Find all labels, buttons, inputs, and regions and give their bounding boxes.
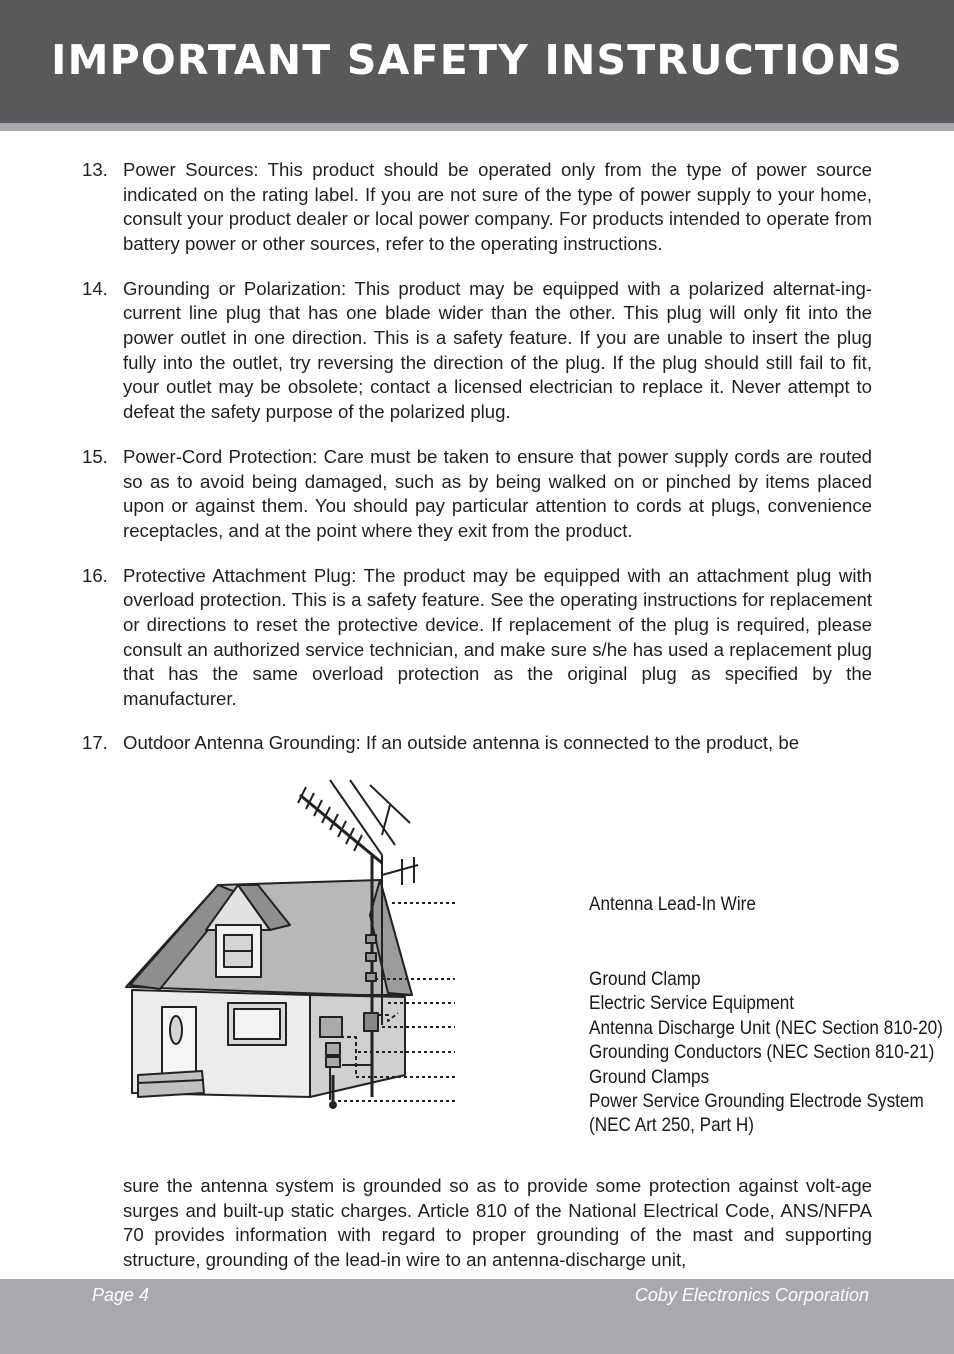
item-text: Outdoor Antenna Grounding: If an outside antenna is connected to the product, be	[123, 732, 800, 753]
page-header	[0, 0, 954, 123]
item-text: Protective Attachment Plug: The product may be equipped with an attachment plug with overload protection. This is a safety feature. See the operating instructions for replacement or directions to reset the protective device. If replacement of the plug is required, please consult an authorized service technician, and make sure s/he has used a replacement plug that has the same overload protection as the original plug as specified by the manufacturer.	[123, 564, 872, 709]
list-item	[0, 564, 872, 712]
label-ground-clamps: Ground Clamps	[589, 1066, 710, 1088]
list-item	[0, 445, 872, 543]
page-title: IMPORTANT SAFETY INSTRUCTIONS	[51, 36, 903, 84]
page-number: Page 4	[92, 1285, 150, 1305]
label-antenna-discharge-unit: Antenna Discharge Unit (NEC Section 810-20)	[589, 1017, 943, 1039]
item-number: 15.	[82, 445, 108, 467]
page-footer	[0, 1279, 954, 1354]
item-number: 17.	[82, 732, 108, 753]
item-number: 14.	[82, 277, 108, 299]
item-text: Power Sources: This product should be operated only from the type of power source indicated on the rating label. If you are not sure of the type of power supply to your home, consult your product dealer or local power company. For products intended to operate from battery power or other sources, refer to the operating instructions.	[123, 159, 872, 254]
list-item	[0, 158, 872, 256]
item-text: Grounding or Polarization: This product may be equipped with a polarized alternat-ing-current line plug that has one blade wider than the other. This plug will only fit into the power outlet in one direction. This is a safety feature. If you are unable to insert the plug fully into the outlet, try reversing the direction of the plug. If the plug should still fail to fit, your outlet may be obsolete; contact a licensed electrician to replace it. Never attempt to defeat the safety purpose of the polarized plug.	[123, 277, 872, 422]
list-item	[0, 277, 872, 425]
item-number: 16.	[82, 564, 108, 586]
antenna-grounding-figure	[120, 775, 943, 1145]
item-text: Power-Cord Protection: Care must be taken to ensure that power supply cords are routed so as to avoid being damaged, such as by being walked on or pinched by items placed upon or against them. You should pay particular attention to cords at plugs, convenience receptacles, and at the point where they exit from the product.	[123, 445, 872, 541]
label-antenna-lead-in-wire: Antenna Lead-In Wire	[589, 893, 756, 915]
label-electrode-system-ref: (NEC Art 250, Part H)	[589, 1114, 754, 1136]
item-number: 13.	[82, 159, 108, 180]
label-ground-clamp: Ground Clamp	[589, 968, 701, 990]
label-electrode-system: Power Service Grounding Electrode System	[589, 1090, 924, 1112]
label-grounding-conductors: Grounding Conductors (NEC Section 810-21)	[589, 1041, 935, 1063]
label-electric-service-equipment: Electric Service Equipment	[589, 992, 795, 1014]
list-item-17	[0, 731, 954, 756]
item-17-continuation: sure the antenna system is grounded so as to provide some protection against volt-age surges and built-up static charges. Article 810 of the National Electrical Code, ANS/NFPA 70 provides information with regard to proper grounding of the mast and supporting structure, grounding of the lead-in wire to an antenna-discharge unit,	[123, 1175, 872, 1270]
header-divider	[0, 123, 954, 131]
company-name: Coby Electronics Corporation	[634, 1285, 869, 1305]
instruction-list	[0, 158, 954, 732]
